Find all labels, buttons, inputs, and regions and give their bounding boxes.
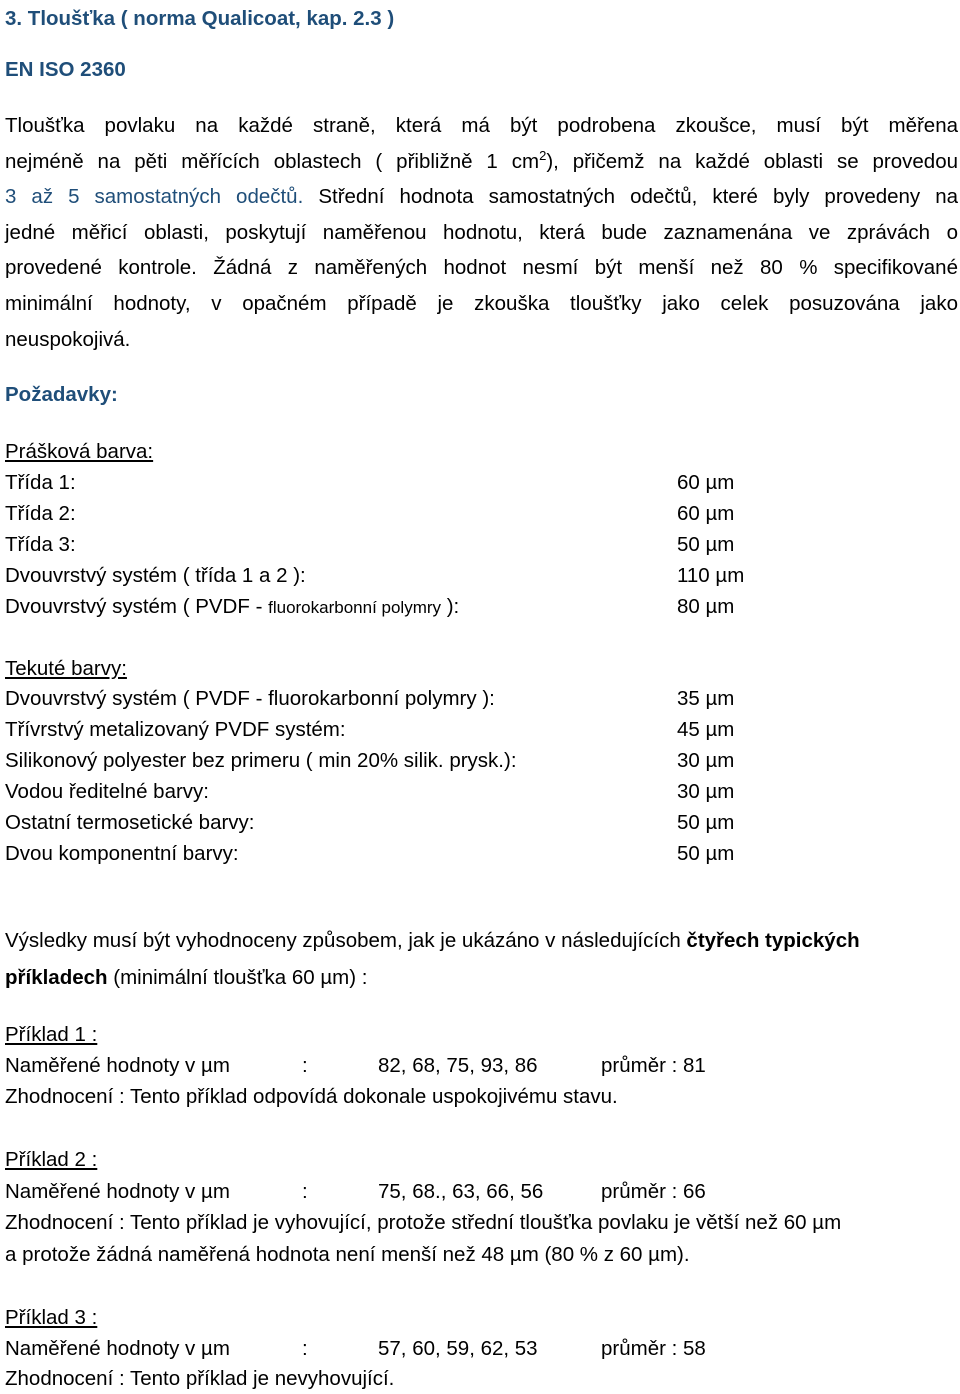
liquid-value: 45 µm [677,718,735,741]
example-evaluation: Zhodnocení : Tento příklad je nevyhovující. [5,1367,395,1390]
liquid-label: Dvou komponentní barvy: [5,842,239,865]
example-evaluation: Zhodnocení : Tento příklad odpovídá dokonale uspokojivému stavu. [5,1085,618,1108]
intro-line: neuspokojivá. [5,327,131,351]
intro-line: Tloušťka povlaku na každé straně, která má být podrobena zkoušce, musí být měřena [5,114,958,137]
powder-value: 110 µm [677,564,745,587]
liquid-value: 50 µm [677,842,735,865]
powder-label: Dvouvrstvý systém ( PVDF - fluorokarbonní polymry ): [5,595,460,618]
powder-label: Dvouvrstvý systém ( třída 1 a 2 ): [5,564,306,587]
powder-value: 60 µm [677,471,735,494]
intro-line: minimální hodnoty, v opačném případě je zkouška tloušťky jako celek posuzována jako [5,291,958,315]
intro-line: jedné měřicí oblasti, poskytují naměřenou hodnotu, která bude zaznamenána ve zprávách o [5,220,958,244]
results-intro-line: Výsledky musí být vyhodnoceny způsobem, jak je ukázáno v následujících čtyřech typických [5,929,860,952]
standard-label: EN ISO 2360 [5,58,126,81]
results-intro-line: příkladech (minimální tloušťka 60 µm) : [5,966,368,989]
liquid-value: 30 µm [677,780,735,803]
powder-value: 60 µm [677,502,735,525]
intro-paragraph [5,108,958,357]
liquid-value: 35 µm [677,687,735,710]
liquid-label: Silikonový polyester bez primeru ( min 20% silik. prysk.): [5,749,517,772]
liquid-label: Ostatní termosetické barvy: [5,811,255,834]
example-title: Příklad 2 : [5,1148,98,1171]
intro-line: provedené kontrole. Žádná z naměřených hodnot nesmí být menší než 80 % specifikované [5,256,958,280]
example-title: Příklad 1 : [5,1023,98,1046]
powder-title: Prášková barva: [5,440,154,463]
example-evaluation: Zhodnocení : Tento příklad je vyhovující, protože střední tloušťka povlaku je větší než 60 µm [5,1211,842,1234]
liquid-value: 50 µm [677,811,735,834]
superscript: 2 [539,147,547,163]
powder-value: 80 µm [677,595,735,618]
powder-label: Třída 1: [5,471,76,494]
liquid-label: Třívrstvý metalizovaný PVDF systém: [5,718,346,741]
intro-line: nejméně na pěti měřících oblastech ( přibližně 1 $cm^2$), přičemž na každé oblasti se provedou [5,147,958,173]
powder-label: Třída 3: [5,533,76,556]
section-heading: 3. Tloušťka ( norma Qualicoat, kap. 2.3 ) [5,7,395,30]
example-title: Příklad 3 : [5,1306,98,1329]
example-evaluation: a protože žádná naměřená hodnota není menší než 48 µm (80 % z 60 µm). [5,1243,690,1266]
liquid-title: Tekuté barvy: [5,657,127,680]
liquid-label: Vodou ředitelné barvy: [5,780,209,803]
powder-label: Třída 2: [5,502,76,525]
powder-value: 50 µm [677,533,735,556]
intro-line: 3 až 5 samostatných odečtů. Střední hodnota samostatných odečtů, které byly provedeny na [5,185,958,209]
liquid-value: 30 µm [677,749,735,772]
liquid-label: Dvouvrstvý systém ( PVDF - fluorokarbonní polymry ): [5,687,495,710]
requirements-title: Požadavky: [5,383,118,406]
